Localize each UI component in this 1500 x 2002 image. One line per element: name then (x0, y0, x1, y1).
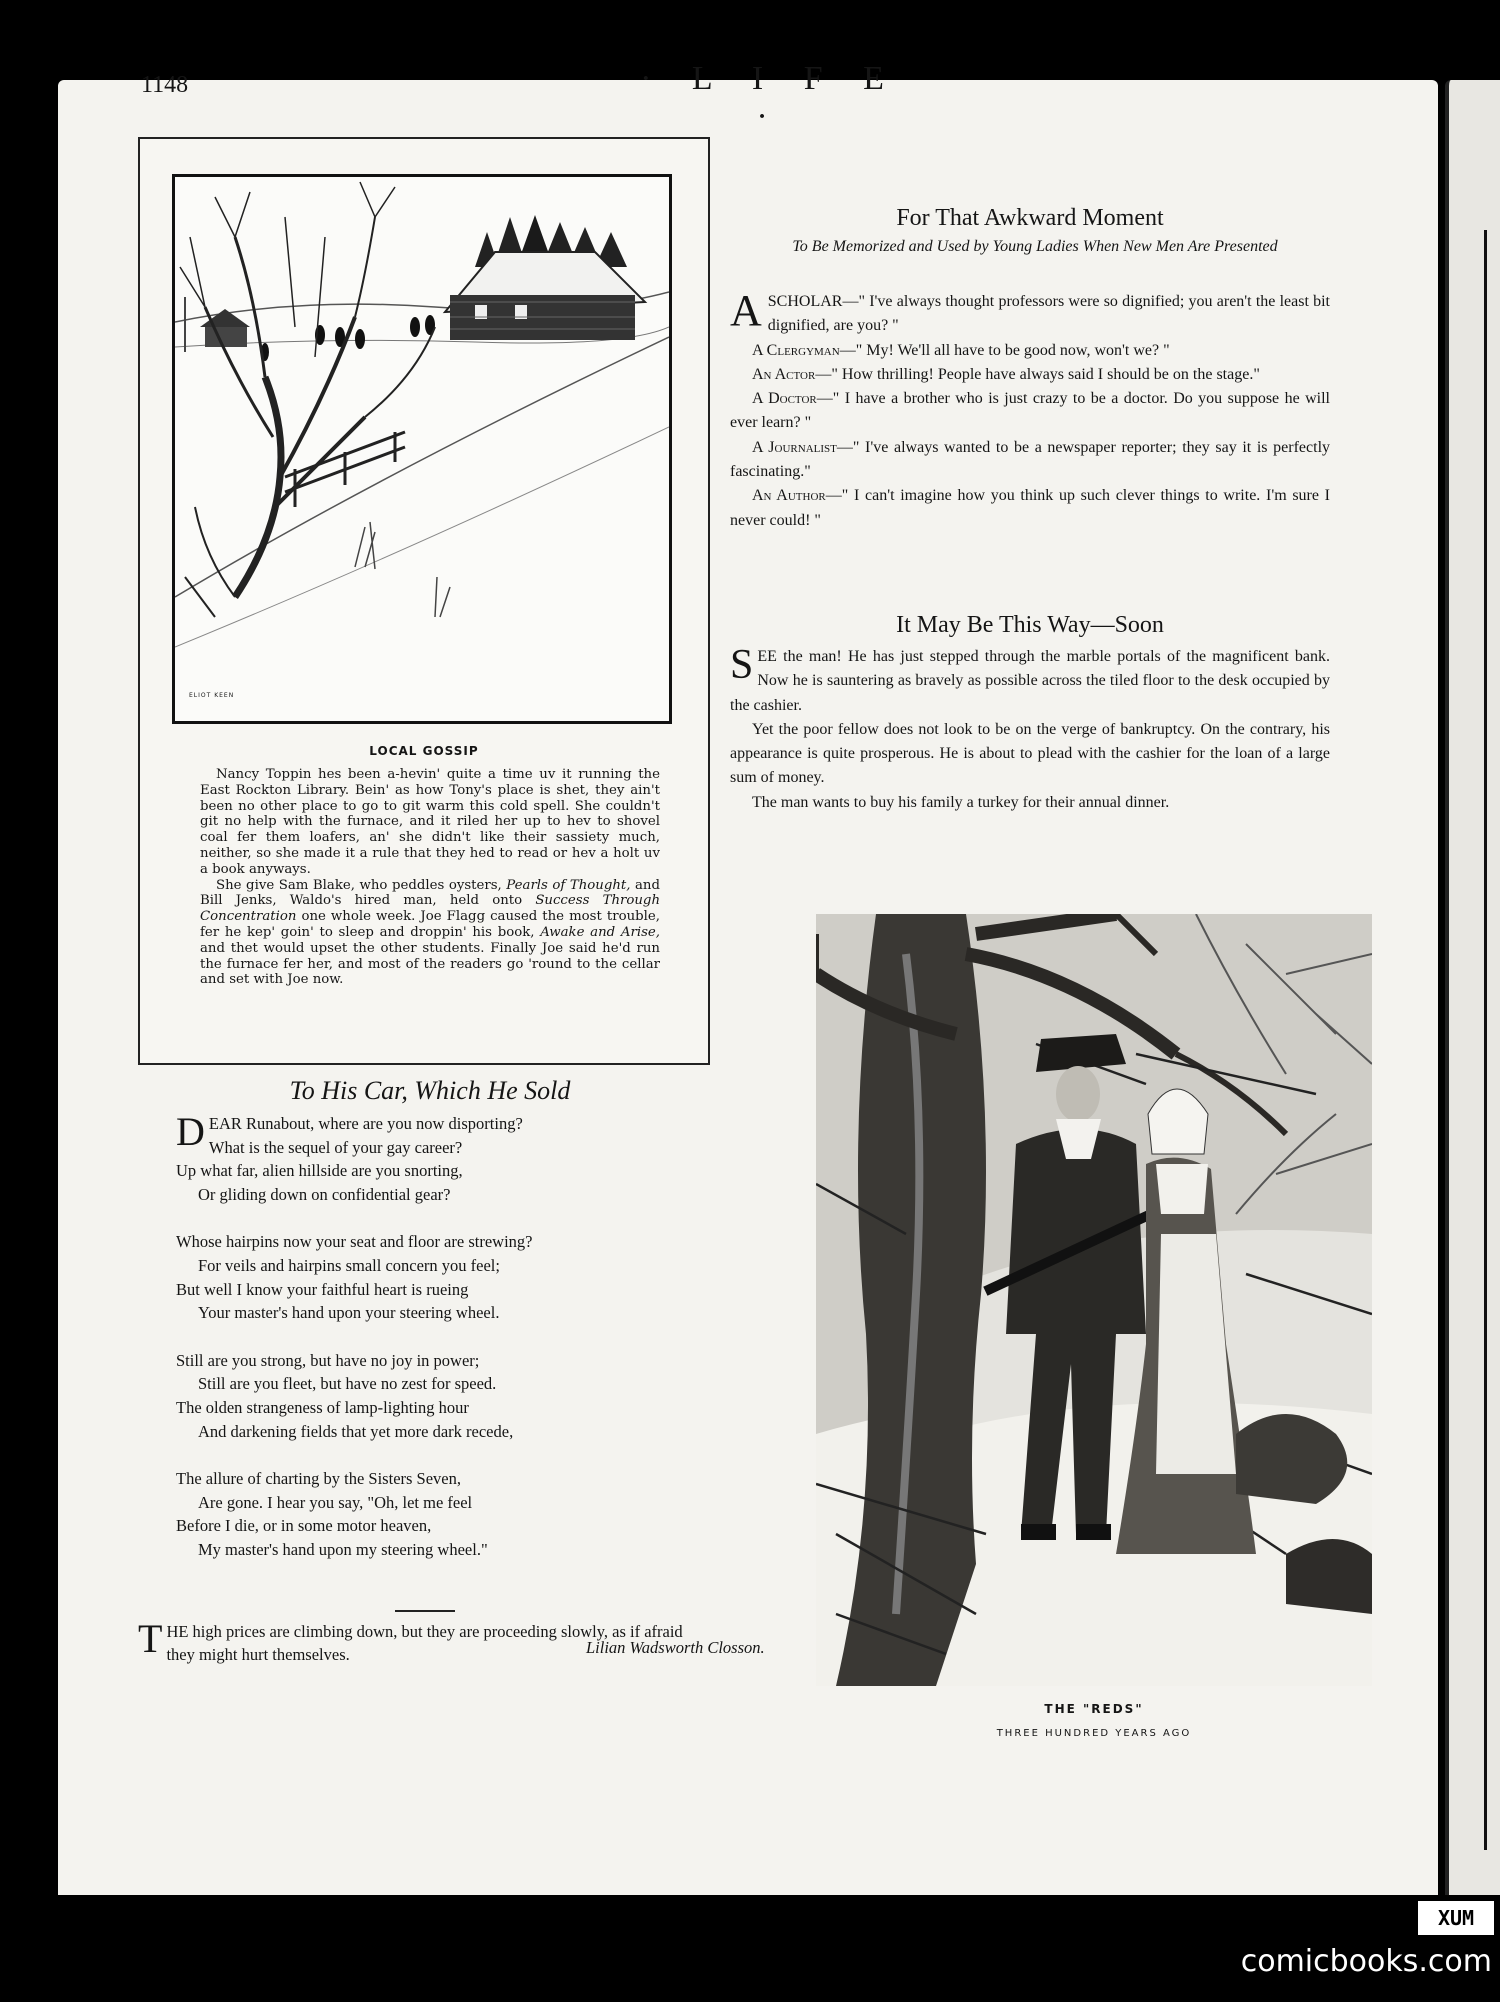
gossip-paragraph-1: Nancy Toppin hes been a-hevin' quite a time uv it running the East Rockton Library. Bein' as how Tony's place is shet, they ain't been no other place to go to git warm this cold spell. She couldn't git no help with the furnace, and it riled her up to hev to shovel coal fer them loafers, an' she didn't like their sassiety much, neither, so she made it a rule that they hed to read or hev a holt uv a book anyways. (200, 767, 660, 877)
xum-badge: XUM (1418, 1901, 1494, 1935)
quote: —" How thrilling! People have always said I should be on the stage." (815, 365, 1260, 383)
quote: —" I can't imagine how you think up such clever things to write. I'm sure I never could! " (730, 487, 1331, 529)
soon-paragraph-3: The man wants to buy his family a turkey for their annual dinner. (752, 793, 1170, 811)
book-title: Pearls of Thought, (506, 877, 631, 893)
book-title: Awake and Arise, (540, 924, 660, 940)
awkward-moment-text (730, 286, 1331, 533)
awkward-line-actor (730, 363, 1330, 387)
drop-cap: S (730, 642, 754, 688)
awkward-moment-subtitle: To Be Memorized and Used by Young Ladies When New Men Are Presented (792, 238, 1278, 255)
awkward-line-scholar (730, 286, 1330, 339)
quote: —" I've always wanted to be a newspaper reporter; they say it is perfectly fascinating." (730, 438, 1331, 481)
quote: —" I've always thought professors were so dignified; you aren't the least bit dignified, are you? " (767, 293, 1330, 335)
awkward-line-doctor (730, 387, 1330, 436)
soon-paragraph-1 (730, 642, 1330, 718)
poem-line: The allure of charting by the Sisters Seven, (176, 1469, 462, 1489)
page-number: 1148 (141, 72, 189, 98)
awkward-line-author (730, 484, 1330, 533)
soon-text (730, 642, 1330, 815)
awkward-line-clergyman (730, 339, 1330, 363)
poem-line: And darkening fields that yet more dark recede, (198, 1421, 514, 1441)
poem-line: What is the sequel of your gay career? (208, 1137, 463, 1157)
poem-line: Your master's hand upon your steering wheel. (198, 1303, 500, 1323)
masthead: · L I F E · (640, 60, 900, 135)
role: A Doctor (752, 390, 817, 408)
poem-line: Up what far, alien hillside are you snorting, (176, 1161, 463, 1181)
plate-caption-subtitle: THREE HUNDRED YEARS AGO (996, 1728, 1192, 1739)
soon-title: It May Be This Way—Soon (896, 612, 1164, 638)
poem-line: Whose hairpins now your seat and floor are strewing? (176, 1232, 533, 1252)
awkward-line-journalist (730, 436, 1330, 485)
gossip-text: one whole week. Joe Flagg caused the most trouble, fer he kep' goin' to sleep and droppin' his book, (200, 909, 660, 940)
poem-stanza-4 (176, 1467, 716, 1561)
poem-line: But well I know your faithful heart is rueing (176, 1279, 469, 1299)
gossip-text: She give Sam Blake, who peddles oysters, (216, 877, 507, 893)
winter-landscape-illustration (172, 174, 672, 724)
poem-line: For veils and hairpins small concern you feel; (198, 1255, 500, 1275)
role: An Actor (752, 365, 816, 383)
divider (395, 1610, 455, 1612)
drop-cap: T (138, 1616, 163, 1661)
role: A Journalist (752, 438, 837, 456)
site-watermark: comicbooks.com (1240, 1944, 1492, 1979)
awkward-moment-title: For That Awkward Moment (896, 205, 1164, 231)
gossip-paragraph-2 (200, 878, 660, 989)
poem-line: EAR Runabout, where are you now disporting? (208, 1114, 523, 1133)
plate-caption-title: THE "REDS" (1044, 1702, 1144, 1716)
gossip-text: and Bill Jenks, Waldo's hired man, held onto (200, 877, 661, 909)
quote: —" I have a brother who is just crazy to be a doctor. Do you suppose he will ever learn? " (730, 390, 1330, 432)
quote: —" My! We'll all have to be good now, won't we? " (839, 341, 1170, 359)
local-gossip-frame (138, 137, 710, 1065)
prices-text: HE high prices are climbing down, but they are proceeding slowly, as if afraid they might hurt themselves. (166, 1622, 683, 1664)
book-title: Success Through Concentration (200, 893, 661, 925)
poem-line: Still are you strong, but have no joy in power; (176, 1350, 480, 1370)
pilgrims-illustration (816, 914, 1372, 1686)
poem-stanza-3 (176, 1349, 716, 1443)
poem-line: Are gone. I hear you say, "Oh, let me feel (198, 1492, 473, 1512)
role: An Author (752, 487, 826, 505)
soon-paragraph-2: Yet the poor fellow does not look to be on the verge of bankruptcy. On the contrary, his appearance is quite prosperous. He is about to plead with the cashier for the loan of a large sum of money. (730, 720, 1330, 787)
drop-cap: D (176, 1109, 205, 1154)
poem-author: Lilian Wadsworth Closson. (586, 1638, 765, 1657)
drop-cap: A (730, 286, 762, 335)
poem-title: To His Car, Which He Sold (289, 1076, 571, 1105)
poem-line: Still are you fleet, but have no zest for speed. (198, 1374, 497, 1394)
role: A Clergyman (752, 341, 840, 359)
gossip-text: and thet would upset the other students. Finally Joe said he'd run the furnace fer her, and most of the readers go 'round to the cellar and set with Joe now. (200, 940, 660, 988)
role: SCHOLAR (767, 293, 843, 310)
paragraph-text: EE the man! He has just stepped through the marble portals of the magnificent bank. Now he is sauntering as bravely as possible across the tiled floor to the desk occupied by the cashier. (730, 648, 1330, 714)
poem-line: My master's hand upon my steering wheel." (198, 1539, 488, 1559)
artist-signature: ELIOT KEEN (189, 692, 235, 699)
prices-paragraph (138, 1616, 708, 1666)
poem-line: The olden strangeness of lamp-lighting hour (176, 1397, 469, 1417)
poem-stanza-1 (176, 1109, 716, 1206)
poem-line: Or gliding down on confidential gear? (198, 1184, 451, 1204)
local-gossip-title: LOCAL GOSSIP (369, 744, 479, 758)
adjacent-page-edge (1445, 80, 1500, 1895)
local-gossip-text (200, 767, 660, 988)
poem-stanza-2 (176, 1230, 716, 1324)
poem-line: Before I die, or in some motor heaven, (176, 1516, 432, 1536)
